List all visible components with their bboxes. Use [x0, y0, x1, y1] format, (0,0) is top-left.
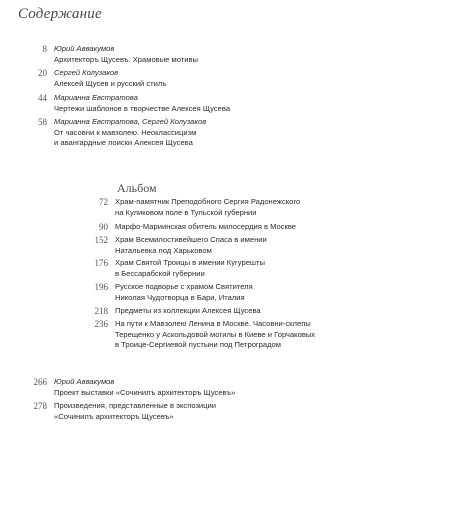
- page-number: 8: [42, 44, 47, 54]
- entry-title: Храм Святой Троицы в имении Кугурешты: [115, 258, 265, 267]
- entry-author: Сергей Колузаков: [54, 68, 119, 77]
- entry-author: Юрий Аввакумов: [54, 377, 115, 386]
- entry-title: На пути к Мавзолею Ленина в Москве. Часовни-склепы: [115, 319, 311, 328]
- page-number: 176: [94, 258, 108, 268]
- entry-title: в Бессарабской губернии: [115, 268, 205, 278]
- entry-title: Терещенко у Аскольдовой могилы в Киеве и Горчаковых: [115, 329, 316, 339]
- entry-title: в Троице-Сергиевой пустыни под Петроградом: [115, 340, 282, 349]
- entry-title: Архитекторъ Щусевъ. Храмовые мотивы: [54, 54, 198, 64]
- entry-title: Чертежи шаблонов в творчестве Алексея Щусева: [54, 103, 231, 113]
- page-number: 90: [99, 222, 108, 232]
- page-number: 266: [33, 377, 47, 387]
- page-number: 152: [94, 235, 108, 245]
- entry-title: Проект выставки «Сочинилъ архитекторъ Щусевъ»: [54, 387, 236, 397]
- entry-author: Марианна Евстратова: [54, 93, 138, 102]
- entry-title: и авангардные поиски Алексея Щусева: [54, 138, 193, 147]
- page-title: Содержание: [18, 6, 102, 22]
- entry-title: Алексей Щусев и русский стиль: [54, 78, 167, 88]
- entry-title: Русское подворье с храмом Святителя: [115, 282, 253, 291]
- entry-title: «Сочинилъ архитекторъ Щусевъ»: [54, 411, 174, 421]
- page-number: 218: [94, 306, 108, 316]
- page-number: 58: [38, 117, 47, 127]
- entry-title: От часовни к мавзолею. Неоклассицизм: [54, 127, 197, 137]
- page-number: 44: [38, 93, 47, 103]
- entry-title: Марфо-Мариинская обитель милосердия в Москве: [115, 222, 297, 231]
- entry-title: Предметы из коллекции Алексея Щусева: [115, 306, 261, 315]
- entry-title: Произведения, представленные в экспозиции: [54, 401, 217, 410]
- entry-author: Марианна Евстратова, Сергей Колузаков: [54, 117, 207, 126]
- page-number: 236: [94, 319, 108, 329]
- entry-title: Храм-памятник Преподобного Сергия Радонежского: [115, 197, 301, 206]
- page-number: 20: [38, 68, 47, 78]
- section-title: Альбом: [117, 181, 157, 195]
- page-number: 72: [99, 197, 108, 207]
- entry-title: на Куликовом поле в Тульской губернии: [115, 207, 257, 217]
- entry-title: Храм Всемилостивейшего Спаса в имении: [115, 235, 267, 244]
- page-number: 278: [33, 401, 47, 411]
- entry-title: Николая Чудотворца в Бари, Италия: [115, 292, 245, 302]
- entry-author: Юрий Аввакумов: [54, 44, 115, 53]
- page-number: 196: [94, 282, 108, 292]
- entry-title: Натальевка под Харьковом: [115, 245, 212, 255]
